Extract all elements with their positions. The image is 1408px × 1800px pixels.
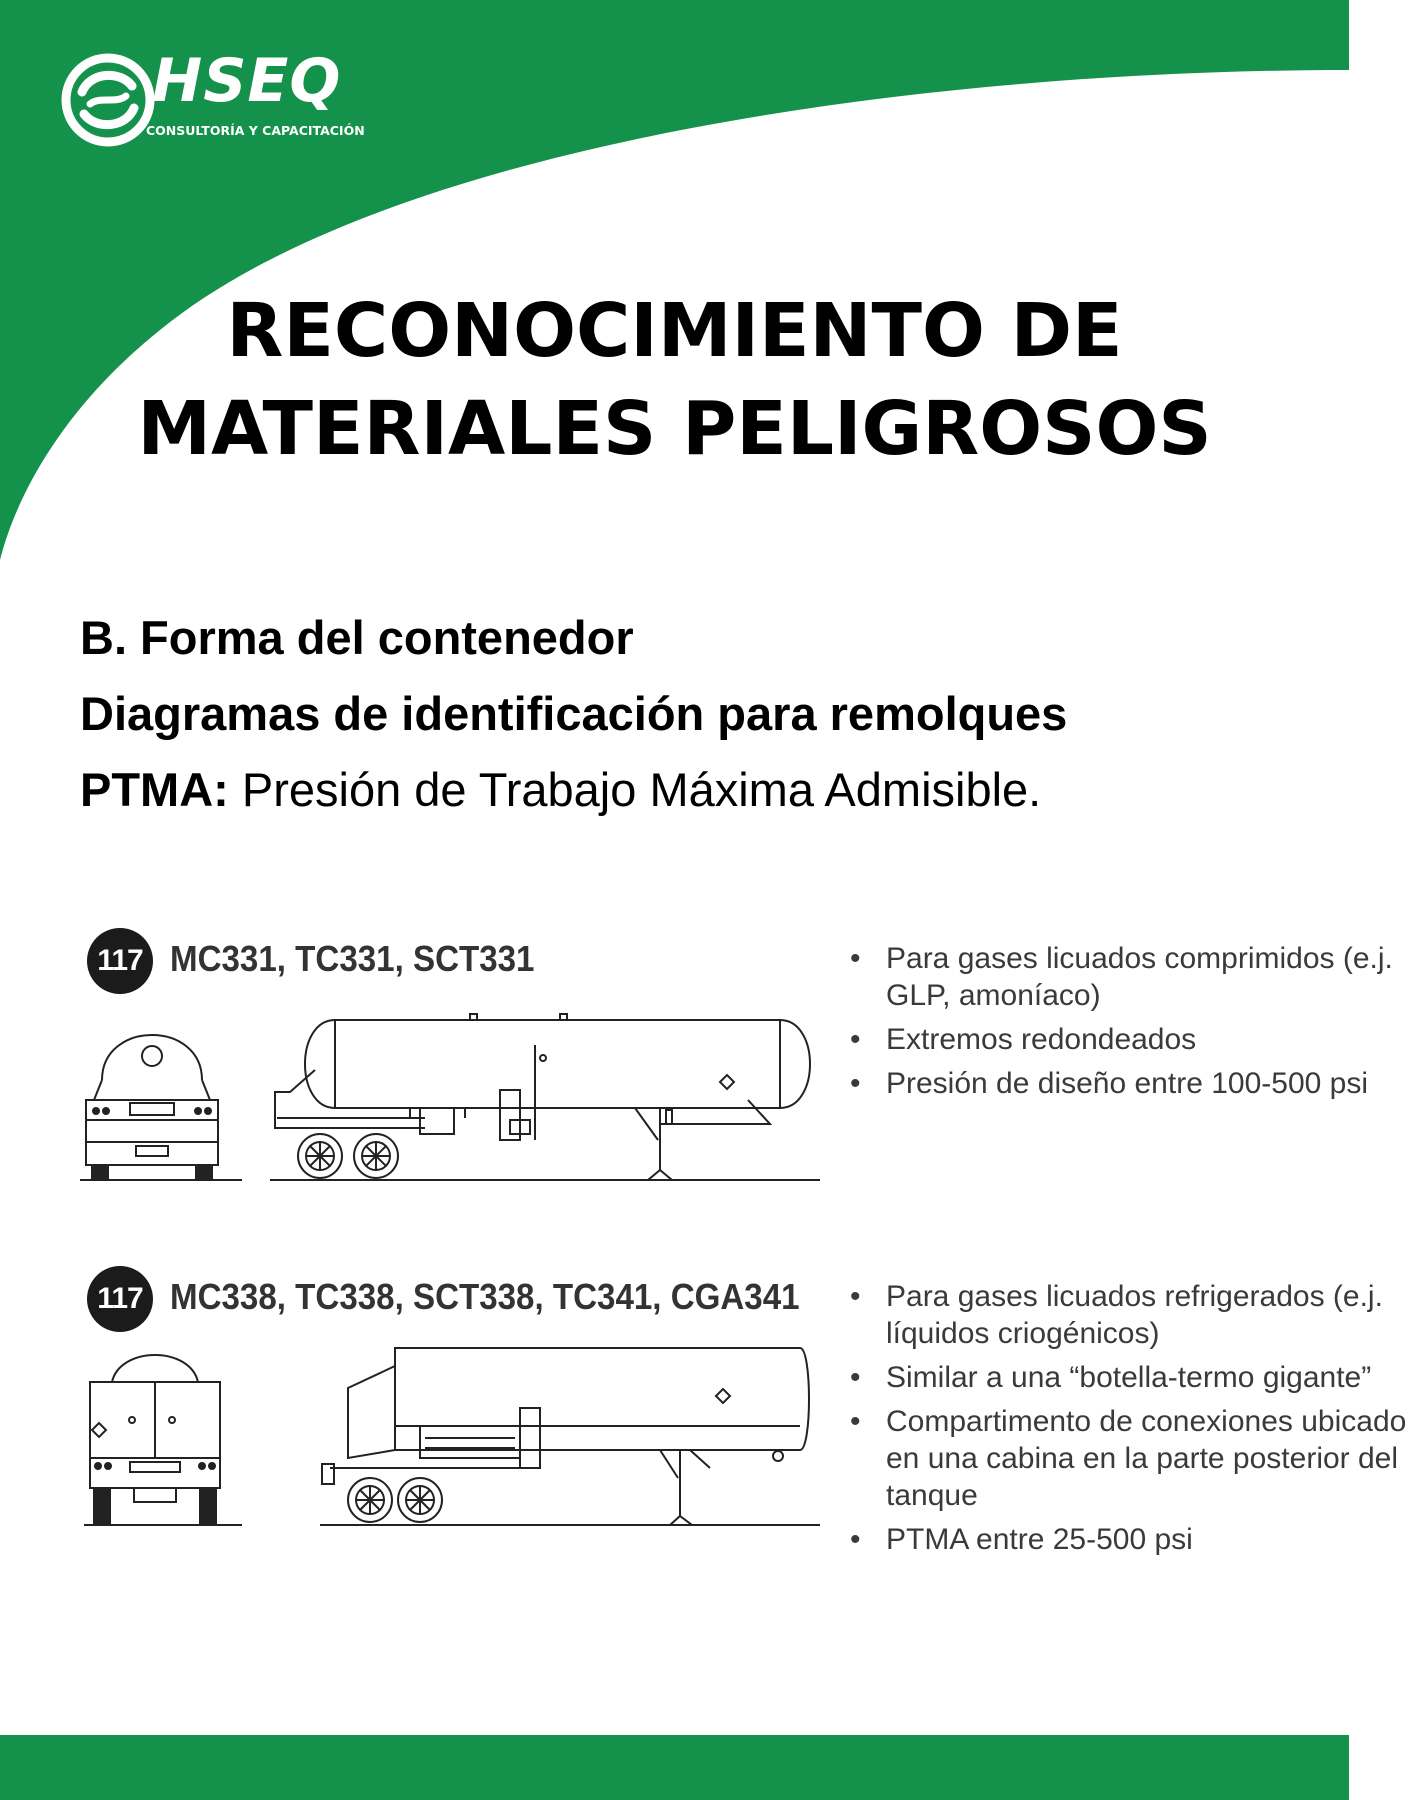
hseq-logo xyxy=(60,46,400,148)
page-title-line-2: MATERIALES PELIGROSOS xyxy=(137,386,1212,472)
feature-item: • Extremos redondeados xyxy=(848,1021,1408,1058)
trailer-2-features xyxy=(848,1278,1408,1565)
trailer-codes: MC331, TC331, SCT331 xyxy=(170,938,535,979)
footer-bar xyxy=(0,1735,1349,1800)
guide-number-badge: 117 xyxy=(87,1266,153,1332)
feature-item: • Compartimento de conexiones ubicado en una cabina en la parte posterior del tanque xyxy=(848,1403,1408,1514)
section-block xyxy=(80,600,1067,828)
trailer-row-1 xyxy=(80,920,1393,1180)
section-heading: B. Forma del contenedor xyxy=(80,611,634,664)
feature-item: • Presión de diseño entre 100-500 psi xyxy=(848,1065,1408,1102)
hseq-logo-mark-icon xyxy=(60,52,156,148)
feature-item: • Para gases licuados comprimidos (e.j. GLP, amoníaco) xyxy=(848,940,1408,1014)
trailer-1-features xyxy=(848,940,1408,1109)
ptma-text: Presión de Trabajo Máxima Admisible. xyxy=(228,763,1042,816)
ptma-definition xyxy=(80,752,1067,828)
feature-item: • PTMA entre 25-500 psi xyxy=(848,1521,1408,1558)
trailer-diagram-mc331-icon xyxy=(80,1000,820,1185)
page-title-line-1: RECONOCIMIENTO DE xyxy=(226,288,1123,374)
guide-number-badge: 117 xyxy=(87,928,153,994)
feature-item: • Para gases licuados refrigerados (e.j. líquidos criogénicos) xyxy=(848,1278,1408,1352)
trailer-row-2 xyxy=(80,1258,1407,1608)
section-subheading: Diagramas de identificación para remolques xyxy=(80,687,1068,740)
feature-item: • Similar a una “botella-termo gigante” xyxy=(848,1359,1408,1396)
logo-tagline: CONSULTORÍA Y CAPACITACIÓN xyxy=(146,123,365,138)
ptma-label: PTMA: xyxy=(80,763,229,816)
trailer-codes: MC338, TC338, SCT338, TC341, CGA341 xyxy=(170,1276,800,1317)
page-title xyxy=(0,282,1349,478)
logo-name: HSEQ xyxy=(152,46,342,116)
trailer-diagram-mc338-icon xyxy=(80,1338,820,1528)
